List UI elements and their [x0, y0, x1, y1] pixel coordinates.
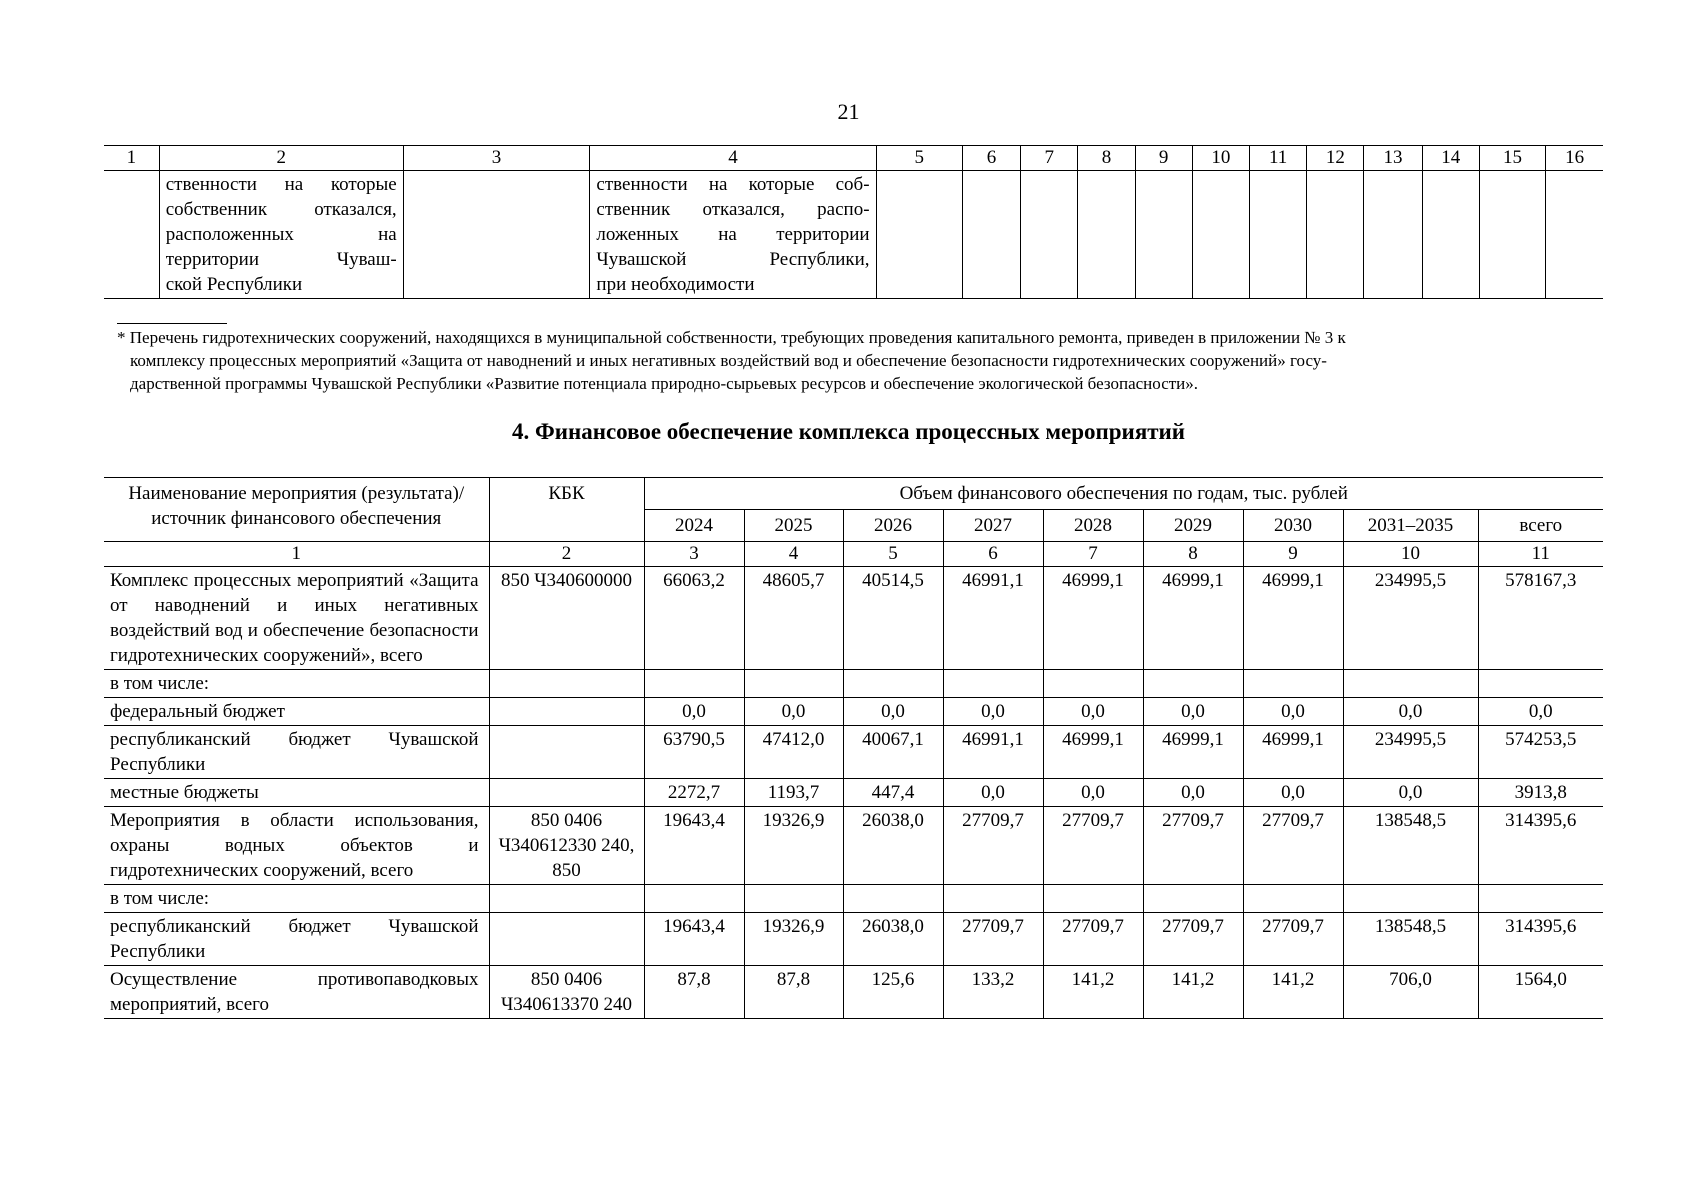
row-value	[843, 670, 943, 698]
row-value: 47412,0	[744, 726, 843, 779]
row-value	[1343, 670, 1478, 698]
row-name: республиканский бюджет Чувашской Республики	[104, 726, 489, 779]
row-value: 27709,7	[943, 807, 1043, 885]
footnote-line: комплексу процессных мероприятий «Защита от наводнений и иных негативных воздействий вод и обеспечение безопасности гидротехнических сооружений» госу-	[130, 351, 1327, 370]
cell	[104, 171, 159, 299]
row-value: 0,0	[644, 698, 744, 726]
cell-action	[590, 171, 876, 299]
row-value	[1478, 885, 1603, 913]
row-value: 138548,5	[1343, 913, 1478, 966]
row-value: 447,4	[843, 779, 943, 807]
cell-line: при необходимости	[596, 274, 755, 295]
row-value: 0,0	[1143, 779, 1243, 807]
year-header: 2024	[644, 510, 744, 542]
cell	[1078, 171, 1135, 299]
row-value: 138548,5	[1343, 807, 1478, 885]
cell-line: ственник отказался, распо-	[596, 199, 870, 220]
row-value: 0,0	[943, 698, 1043, 726]
row-value: 578167,3	[1478, 567, 1603, 670]
year-header: 2025	[744, 510, 843, 542]
column-index: 6	[962, 146, 1020, 171]
row-value: 2272,7	[644, 779, 744, 807]
row-value	[1043, 670, 1143, 698]
row-kbk	[489, 726, 644, 779]
year-header: 2028	[1043, 510, 1143, 542]
row-value: 0,0	[943, 779, 1043, 807]
row-name: в том числе:	[104, 670, 489, 698]
column-index-row	[104, 542, 1603, 567]
table-row	[104, 966, 1603, 1019]
row-value	[1043, 885, 1143, 913]
cell	[1021, 171, 1078, 299]
row-value: 141,2	[1143, 966, 1243, 1019]
table-row	[104, 913, 1603, 966]
row-value: 46999,1	[1243, 726, 1343, 779]
row-value: 125,6	[843, 966, 943, 1019]
column-index: 9	[1135, 146, 1192, 171]
row-kbk	[489, 698, 644, 726]
column-index: 4	[590, 146, 876, 171]
table-row	[104, 698, 1603, 726]
column-index: 15	[1479, 146, 1545, 171]
column-index: 12	[1307, 146, 1364, 171]
year-header: 2029	[1143, 510, 1243, 542]
row-name: Осуществление противопаводковых мероприятий, всего	[104, 966, 489, 1019]
column-index: 7	[1043, 542, 1143, 567]
row-kbk	[489, 913, 644, 966]
row-value: 46999,1	[1043, 726, 1143, 779]
row-kbk: 850 Ч340600000	[489, 567, 644, 670]
section-title: 4. Финансовое обеспечение комплекса процессных мероприятий	[511, 419, 1186, 444]
column-index: 8	[1078, 146, 1135, 171]
cell-description	[159, 171, 403, 299]
row-value: 40067,1	[843, 726, 943, 779]
cell	[403, 171, 590, 299]
column-index: 16	[1546, 146, 1603, 171]
row-value: 87,8	[744, 966, 843, 1019]
row-value: 3913,8	[1478, 779, 1603, 807]
continuation-table	[104, 145, 1603, 299]
header-name: Наименование мероприятия (результата)/источник финансового обеспечения	[104, 478, 489, 542]
row-value	[644, 670, 744, 698]
row-value	[1243, 670, 1343, 698]
row-value: 26038,0	[843, 807, 943, 885]
header-row	[104, 478, 1603, 510]
column-index: 6	[943, 542, 1043, 567]
page-number: 21	[837, 99, 860, 124]
cell-line: ственности на которые соб-	[596, 174, 870, 195]
cell	[1422, 171, 1479, 299]
row-value: 66063,2	[644, 567, 744, 670]
column-index: 4	[744, 542, 843, 567]
row-value: 0,0	[1343, 779, 1478, 807]
row-value: 63790,5	[644, 726, 744, 779]
footnote-line: * Перечень гидротехнических сооружений, находящихся в муниципальной собственности, требующих проведения капитального ремонта, приведен в приложении № 3 к	[117, 328, 1346, 347]
row-value: 234995,5	[1343, 567, 1478, 670]
row-value: 1564,0	[1478, 966, 1603, 1019]
footnote-line: дарственной программы Чувашской Республики «Развитие потенциала природно-сырьевых ресурсов и обеспечение экологической безопасности».	[130, 374, 1199, 393]
row-value: 706,0	[1343, 966, 1478, 1019]
row-value: 314395,6	[1478, 913, 1603, 966]
cell	[1546, 171, 1603, 299]
column-index: 11	[1250, 146, 1307, 171]
row-kbk	[489, 779, 644, 807]
row-value	[1478, 670, 1603, 698]
row-value: 314395,6	[1478, 807, 1603, 885]
row-value: 19326,9	[744, 807, 843, 885]
row-value: 234995,5	[1343, 726, 1478, 779]
row-name: Комплекс процессных мероприятий «Защита от наводнений и иных негативных воздействий вод и обеспечение безопасности гидротехнических сооружений», всего	[104, 567, 489, 670]
cell-line: территории Чуваш-	[165, 249, 397, 270]
table-row	[104, 807, 1603, 885]
cell-line: ской Республики	[165, 274, 303, 295]
header-volume: Объем финансового обеспечения по годам, тыс. рублей	[644, 478, 1603, 510]
row-value: 46991,1	[943, 567, 1043, 670]
cell	[1135, 171, 1192, 299]
row-name: в том числе:	[104, 885, 489, 913]
row-value	[943, 885, 1043, 913]
column-index: 13	[1364, 146, 1422, 171]
row-name: федеральный бюджет	[104, 698, 489, 726]
table-row	[104, 670, 1603, 698]
row-value: 27709,7	[1143, 913, 1243, 966]
column-index: 10	[1343, 542, 1478, 567]
year-header: 2027	[943, 510, 1043, 542]
row-name: республиканский бюджет Чувашской Республики	[104, 913, 489, 966]
row-value: 27709,7	[1243, 913, 1343, 966]
row-value	[744, 885, 843, 913]
row-value: 141,2	[1043, 966, 1143, 1019]
table-row	[104, 171, 1603, 299]
row-value: 27709,7	[943, 913, 1043, 966]
column-index: 1	[104, 542, 489, 567]
row-value: 0,0	[1243, 698, 1343, 726]
column-index: 9	[1243, 542, 1343, 567]
header-kbk: КБК	[489, 478, 644, 542]
row-value: 19643,4	[644, 807, 744, 885]
row-value: 0,0	[1143, 698, 1243, 726]
cell-line: ственности на которые	[165, 174, 397, 195]
row-kbk: 850 0406 Ч340612330 240, 850	[489, 807, 644, 885]
row-value: 133,2	[943, 966, 1043, 1019]
table-row	[104, 885, 1603, 913]
footnote-rule	[117, 323, 227, 324]
row-value: 0,0	[1343, 698, 1478, 726]
row-value: 1193,7	[744, 779, 843, 807]
row-value	[943, 670, 1043, 698]
row-name: местные бюджеты	[104, 779, 489, 807]
cell	[962, 171, 1020, 299]
year-header: всего	[1478, 510, 1603, 542]
cell-line: Чувашской Республики,	[596, 249, 870, 270]
row-value: 19643,4	[644, 913, 744, 966]
row-value: 26038,0	[843, 913, 943, 966]
row-value: 574253,5	[1478, 726, 1603, 779]
year-header: 2031–2035	[1343, 510, 1478, 542]
row-name: Мероприятия в области использования, охраны водных объектов и гидротехнических сооружений, всего	[104, 807, 489, 885]
row-value: 46999,1	[1143, 567, 1243, 670]
row-value	[744, 670, 843, 698]
row-value: 0,0	[1043, 698, 1143, 726]
row-value: 19326,9	[744, 913, 843, 966]
row-value: 0,0	[1243, 779, 1343, 807]
cell	[1307, 171, 1364, 299]
row-value: 0,0	[1478, 698, 1603, 726]
row-value: 27709,7	[1243, 807, 1343, 885]
year-header: 2030	[1243, 510, 1343, 542]
year-header: 2026	[843, 510, 943, 542]
column-index: 10	[1192, 146, 1249, 171]
column-index: 5	[843, 542, 943, 567]
column-index: 8	[1143, 542, 1243, 567]
footnote	[117, 326, 1597, 395]
column-index: 3	[403, 146, 590, 171]
table-row	[104, 779, 1603, 807]
column-index-row	[104, 146, 1603, 171]
row-value: 141,2	[1243, 966, 1343, 1019]
column-index: 7	[1021, 146, 1078, 171]
row-value	[1243, 885, 1343, 913]
cell	[1192, 171, 1249, 299]
column-index: 14	[1422, 146, 1479, 171]
row-kbk	[489, 670, 644, 698]
financing-table	[104, 477, 1603, 1019]
cell	[876, 171, 962, 299]
row-value: 27709,7	[1043, 913, 1143, 966]
table-row	[104, 726, 1603, 779]
row-value: 27709,7	[1143, 807, 1243, 885]
column-index: 2	[159, 146, 403, 171]
row-value	[644, 885, 744, 913]
column-index: 3	[644, 542, 744, 567]
cell-line: ложенных на территории	[596, 224, 870, 245]
column-index: 2	[489, 542, 644, 567]
row-value: 46999,1	[1143, 726, 1243, 779]
row-value: 0,0	[843, 698, 943, 726]
row-value: 46999,1	[1043, 567, 1143, 670]
row-value	[1143, 885, 1243, 913]
cell	[1364, 171, 1422, 299]
cell-line: собственник отказался,	[165, 199, 397, 220]
row-value	[1143, 670, 1243, 698]
row-kbk	[489, 885, 644, 913]
row-value: 27709,7	[1043, 807, 1143, 885]
cell	[1479, 171, 1545, 299]
column-index: 1	[104, 146, 159, 171]
row-value: 87,8	[644, 966, 744, 1019]
row-value: 0,0	[744, 698, 843, 726]
row-value	[1343, 885, 1478, 913]
row-value	[843, 885, 943, 913]
row-value: 48605,7	[744, 567, 843, 670]
row-value: 40514,5	[843, 567, 943, 670]
row-value: 46991,1	[943, 726, 1043, 779]
cell	[1250, 171, 1307, 299]
table-row	[104, 567, 1603, 670]
column-index: 5	[876, 146, 962, 171]
cell-line: расположенных на	[165, 224, 397, 245]
column-index: 11	[1478, 542, 1603, 567]
row-value: 46999,1	[1243, 567, 1343, 670]
row-kbk: 850 0406 Ч340613370 240	[489, 966, 644, 1019]
row-value: 0,0	[1043, 779, 1143, 807]
